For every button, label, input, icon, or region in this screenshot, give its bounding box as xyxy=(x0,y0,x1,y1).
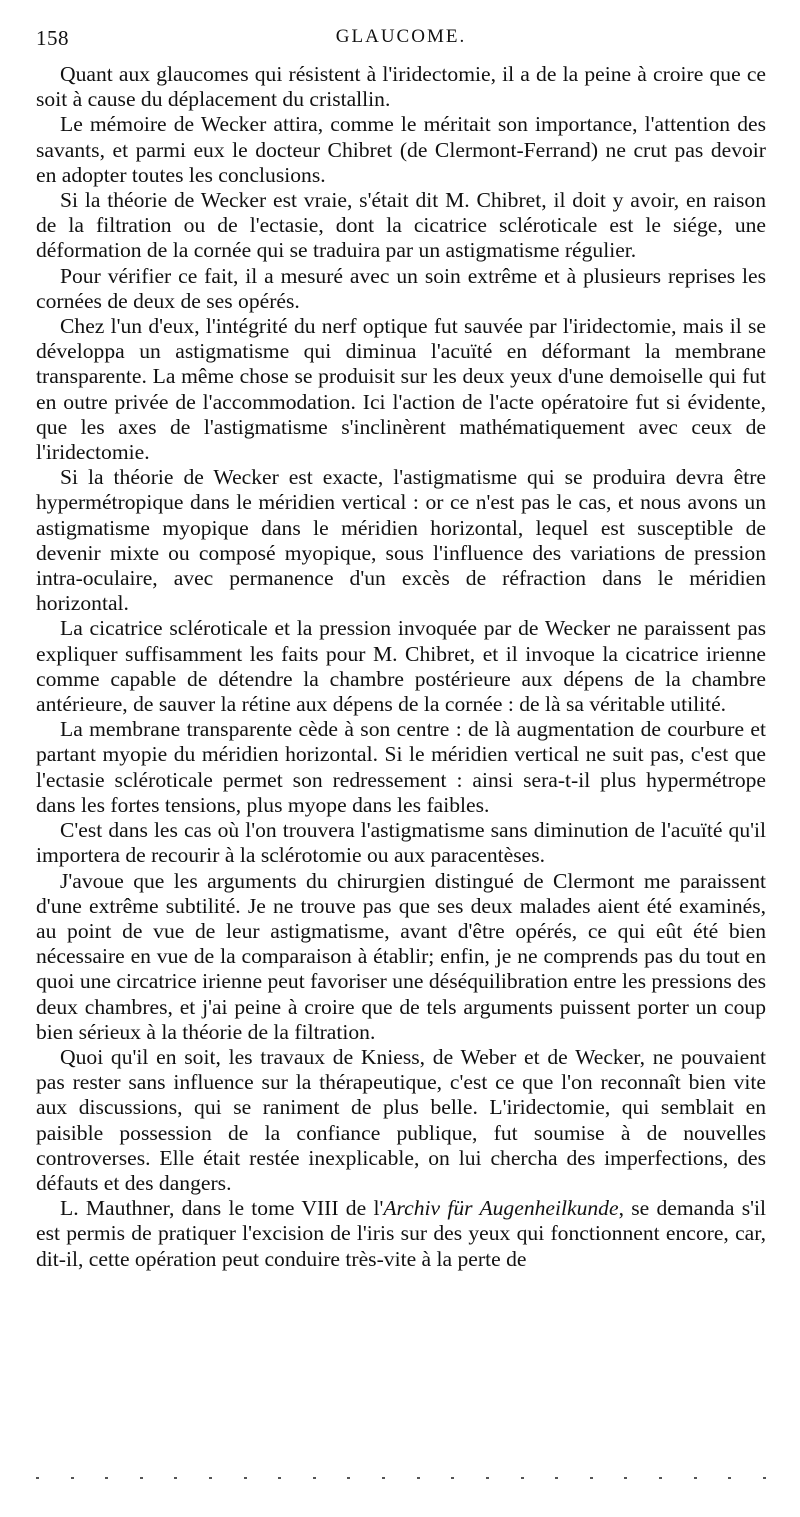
paragraph: Pour vérifier ce fait, il a mesuré avec un soin extrême et à plusieurs reprises les cornées de deux de ses opérés. xyxy=(36,263,766,313)
paragraph: Si la théorie de Wecker est exacte, l'astigmatisme qui se produira devra être hypermétropique dans le méridien vertical : or ce n'est pas le cas, et nous avons un astigmatisme myopique dans le méridien horizontal, lequel est susceptible de devenir mixte ou composé myopique, sous l'influence des variations de pression intra-oculaire, avec permanence d'un excès de réfraction dans le méridien horizontal. xyxy=(36,465,766,616)
paragraph: Quant aux glaucomes qui résistent à l'iridectomie, il a de la peine à croire que ce soit à cause du déplacement du cristallin. xyxy=(36,62,766,112)
paragraph: Chez l'un d'eux, l'intégrité du nerf optique fut sauvée par l'iridectomie, mais il se développa un astigmatisme qui diminua l'acuïté en déformant la membrane transparente. La même chose se produisit sur les deux yeux d'une demoiselle qui fut en outre privée de l'accommodation. Ici l'action de l'acte opératoire fut si évidente, que les axes de l'astigmatisme s'inclinèrent mathématiquement avec ceux de l'iridectomie. xyxy=(36,314,766,465)
page-header xyxy=(36,26,766,60)
paragraph: La membrane transparente cède à son centre : de là augmentation de courbure et partant myopie du méridien horizontal. Si le méridien vertical ne suit pas, c'est que l'ectasie scléroticale permet son redressement : ainsi sera-t-il plus hypermétrope dans les fortes tensions, plus myope dans les faibles. xyxy=(36,717,766,817)
paragraph: J'avoue que les arguments du chirurgien distingué de Clermont me paraissent d'une extrême subtilité. Je ne trouve pas que ses deux malades aient été examinés, au point de vue de leur astigmatisme, avant d'être opérés, ce qui eût été bien nécessaire en vue de la comparaison à établir; enfin, je ne comprends pas du tout en quoi une circatrice irienne peut favoriser une déséquilibration entre les pressions des deux chambres, et j'ai peine à croire que de tels arguments puissent porter un coup bien sérieux à la théorie de la filtration. xyxy=(36,868,766,1044)
print-artifact-dots xyxy=(36,1473,766,1483)
page-number: 158 xyxy=(36,26,69,50)
paragraph: C'est dans les cas où l'on trouvera l'astigmatisme sans diminution de l'acuïté qu'il importera de recourir à la sclérotomie ou aux paracentèses. xyxy=(36,818,766,868)
running-title: GLAUCOME. xyxy=(335,26,467,47)
paragraph: Quoi qu'il en soit, les travaux de Kniess, de Weber et de Wecker, ne pouvaient pas rester sans influence sur la thérapeutique, c'est ce que l'on reconnaît bien vite aux discussions, qui se raniment de plus belle. L'iridectomie, qui semblait en paisible possession de la confiance publique, fut soumise à de nouvelles controverses. Elle était restée inexplicable, on lui chercha des imperfections, des défauts et des dangers. xyxy=(36,1044,766,1195)
body-text xyxy=(36,62,766,1272)
journal-title: Archiv für Augenheilkunde xyxy=(383,1196,619,1221)
paragraph-text: , se demanda s'il est permis de pratiquer l'excision de l'iris sur des yeux qui fonctionnent encore, car, dit-il, cette opération peut conduire très-vite à la perte de xyxy=(36,1196,766,1271)
paragraph-last xyxy=(36,1196,766,1272)
paragraph: La cicatrice scléroticale et la pression invoquée par de Wecker ne paraissent pas expliquer suffisamment les faits pour M. Chibret, et il invoque la cicatrice irienne comme capable de détendre la chambre postérieure aux dépens de la chambre antérieure, de sauver la rétine aux dépens de la cornée : de là sa véritable utilité. xyxy=(36,616,766,717)
paragraph: Si la théorie de Wecker est vraie, s'était dit M. Chibret, il doit y avoir, en raison de la filtration ou de l'ectasie, dont la cicatrice scléroticale est le siége, une déformation de la cornée qui se traduira par un astigmatisme régulier. xyxy=(36,188,766,263)
paragraph-text: L. Mauthner, dans le tome VIII de l' xyxy=(60,1196,384,1221)
paragraph: Le mémoire de Wecker attira, comme le méritait son importance, l'attention des savants, et parmi eux le docteur Chibret (de Clermont-Ferrand) ne crut pas devoir en adopter toutes les conclusions. xyxy=(36,112,766,187)
